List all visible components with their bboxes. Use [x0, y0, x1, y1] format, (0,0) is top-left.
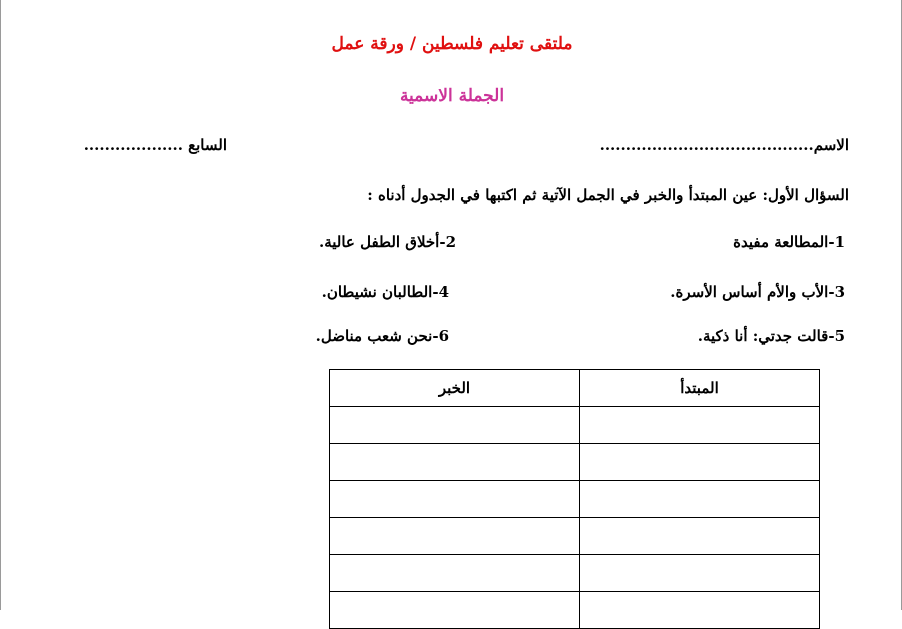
predicate-cell[interactable]	[330, 555, 580, 592]
predicate-cell[interactable]	[330, 481, 580, 518]
grade-field: السابع ...................	[83, 136, 227, 154]
sentence-6: 6-نحن شعب مناضل.	[315, 327, 449, 345]
sentence-2: 2-أخلاق الطفل عالية.	[318, 233, 456, 251]
subject-cell[interactable]	[580, 481, 820, 518]
sentence-4: 4-الطالبان نشيطان.	[321, 283, 449, 301]
table-row	[330, 444, 820, 481]
student-name-field: الاسم.........................................	[599, 136, 849, 154]
sentence-3: 3-الأب والأم أساس الأسرة.	[670, 283, 845, 301]
predicate-cell[interactable]	[330, 407, 580, 444]
sentence-5: 5-قالت جدتي: أنا ذكية.	[697, 327, 845, 345]
lesson-subtitle: الجملة الاسمية	[399, 86, 505, 106]
predicate-cell[interactable]	[330, 518, 580, 555]
table-row	[330, 555, 820, 592]
table-row	[330, 481, 820, 518]
predicate-cell[interactable]	[330, 592, 580, 629]
worksheet-title: ملتقى تعليم فلسطين / ورقة عمل	[331, 34, 573, 54]
sentence-1: 1-المطالعة مفيدة	[733, 233, 845, 251]
subject-cell[interactable]	[580, 592, 820, 629]
subject-cell[interactable]	[580, 518, 820, 555]
column-header-predicate: الخبر	[330, 370, 580, 407]
answer-table	[329, 369, 820, 629]
table-row	[330, 592, 820, 629]
question-prompt: السؤال الأول: عين المبتدأ والخبر في الجمل الآتية ثم اكتبها في الجدول أدناه :	[367, 186, 849, 204]
predicate-cell[interactable]	[330, 444, 580, 481]
subject-cell[interactable]	[580, 407, 820, 444]
table-row	[330, 407, 820, 444]
column-header-subject: المبتدأ	[580, 370, 820, 407]
table-header-row	[330, 370, 820, 407]
subject-cell[interactable]	[580, 444, 820, 481]
table-row	[330, 518, 820, 555]
subject-cell[interactable]	[580, 555, 820, 592]
